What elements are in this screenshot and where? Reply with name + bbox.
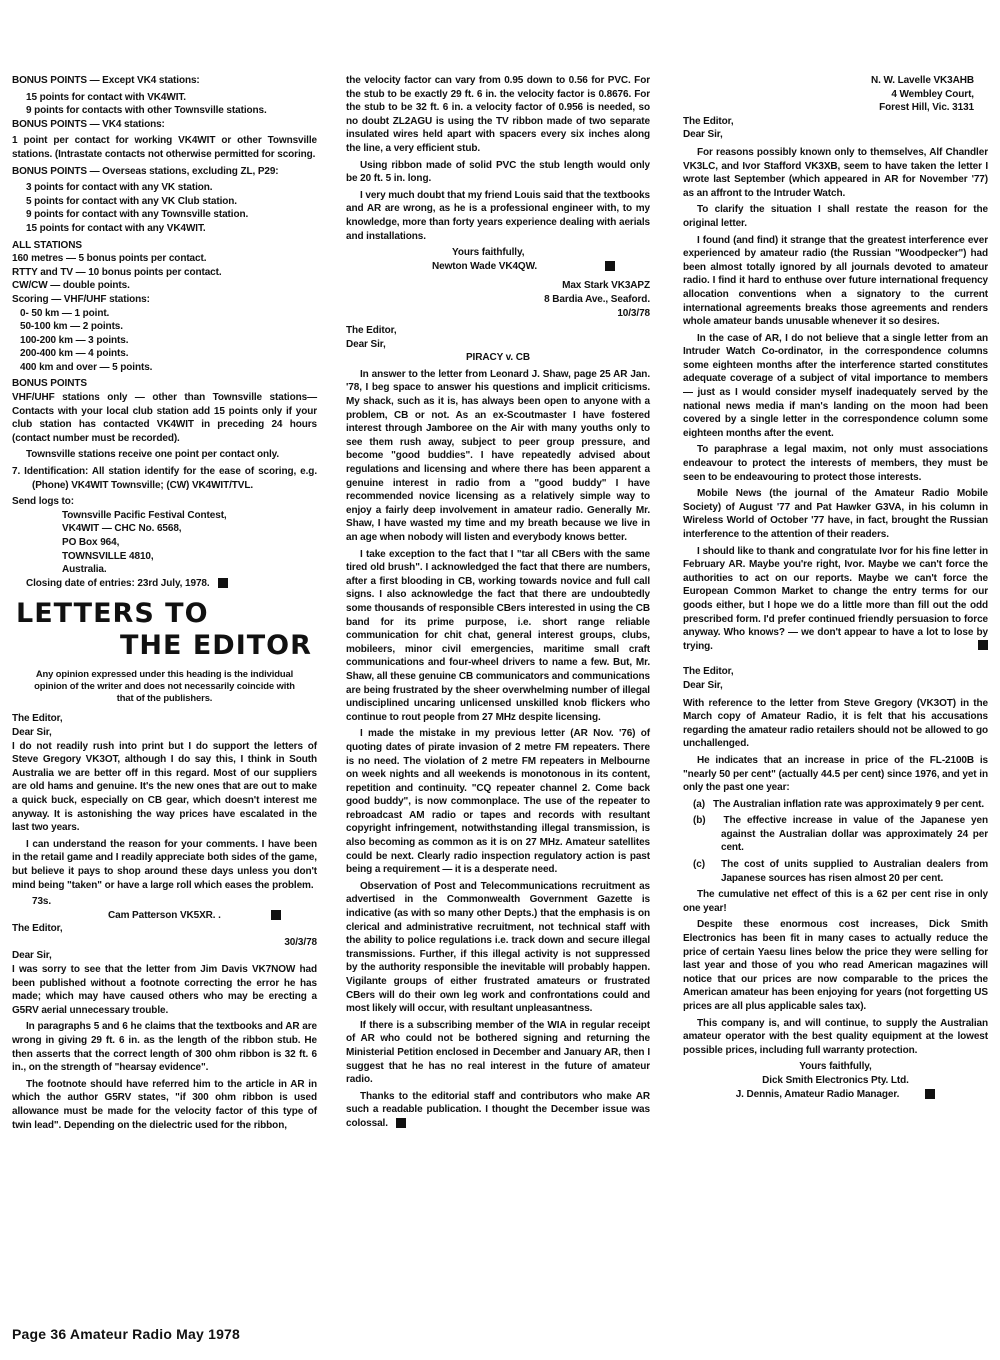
paragraph: In paragraphs 5 and 6 he claims that the textbooks and AR are wrong in giving 29 ft. 6 in. as the length of the ribbon stub. He then asserts that the correct length of 300 ohm ribbon is 32 ft. 6 in., on the strength of "hearsay evidence". bbox=[12, 1021, 317, 1074]
paragraph bbox=[683, 918, 988, 1013]
paragraph: I found (and find) it strange that the greatest interference ever experienced by amateur radio (the Russian "Woodpecker") had been almost totally ignored by all journals devoted to amateur radio. I find it hard to enthuse over future international frequency allocation conventions when a signatory to the current international agreements breaks those agreements and renders whole amateur bands unusable whenever it so desires. bbox=[683, 234, 988, 328]
address-line: PO Box 964, bbox=[62, 537, 120, 548]
column-left bbox=[12, 74, 317, 1135]
section-heading: BONUS POINTS bbox=[12, 165, 87, 177]
paragraph: To clarify the situation I shall restate the reason for the original letter. bbox=[683, 204, 988, 229]
list-item: 0- 50 km — 1 point. bbox=[20, 307, 110, 319]
paragraph-text: Thanks to the editorial staff and contributors who make AR such a readable publication. I thought the December issue was colossal. bbox=[346, 1090, 650, 1129]
end-mark-icon bbox=[218, 578, 228, 588]
signature-text: Newton Wade VK4QW. bbox=[432, 260, 538, 272]
emphasis-text: reduce bbox=[936, 933, 969, 945]
postal-address bbox=[12, 509, 317, 577]
salutation: The Editor, bbox=[683, 666, 734, 678]
heading-line: THE EDITOR bbox=[120, 630, 312, 662]
end-mark-icon bbox=[396, 1118, 406, 1128]
paragraph: I made the mistake in my previous letter (AR Nov. '76) of quoting dates of pirate invasion of 2 metre FM repeaters. There is no need. The violation of 2 metre FM repeaters in Melbourne on week nights and all weekends is monotonous in its content, repetition and continuity. "CQ repeater channel 2. Come back good buddy", is now commonplace. The use of the repeater to rebroadcast AM radio or tapes and records with resultant copyright infringement, notwithstanding illegal transmission, is also becoming as common as it is on 27 MHz. Amateur satellites could be next. Clearly radio inspection regulatory action is past being a requirement — it is a desperate need. bbox=[346, 728, 650, 876]
page-footer: Page 36 Amateur Radio May 1978 bbox=[12, 1326, 241, 1342]
paragraph: For reasons possibly known only to themselves, Alf Chandler VK3LC, and Ivor Stafford VK3XB, seem to have taken the letter I wrote last September (which appeared in AR for November '77) as an affront to the Intruder Watch. bbox=[683, 146, 988, 199]
all-stations-block bbox=[12, 239, 317, 307]
column-right bbox=[683, 74, 988, 1101]
closing-phrase: Yours faithfully, bbox=[799, 1061, 872, 1073]
list-item: 15 points for contact with VK4WIT. bbox=[26, 91, 186, 103]
bonus-block-2 bbox=[12, 118, 317, 132]
address-line: 10/3/78 bbox=[617, 307, 650, 319]
paragraph: This company is, and will continue, to supply the Australian amateur operator with the best quality equipment at the lowest possible prices, including full warranty protection. bbox=[683, 1017, 988, 1056]
signature bbox=[12, 909, 317, 923]
list-item: 3 points for contact with any VK station. bbox=[26, 182, 213, 194]
paragraph: I do not readily rush into print but I do support the letters of Steve Gregory VK3OT, although I do say this, I think in South Australia we are better off in this regard. Most of our suppliers are old hams and genuine. It's the new ones that are out to make a quick buck, especially on CB gear, which doesn't interest me anyway. It is astonishing the way prices have escalated in the last two years. bbox=[12, 740, 317, 834]
send-logs-label: Send logs to: bbox=[12, 496, 75, 508]
list-item: 15 points for contact with any VK4WIT. bbox=[26, 222, 206, 234]
section-text: — VK4 stations: bbox=[86, 118, 165, 130]
section-heading: BONUS POINTS bbox=[12, 118, 87, 130]
paragraph: To paraphrase a legal maxim, not only must associations endeavour to protect the interests of members, they must be seen to be endeavouring to protect those interests. bbox=[683, 444, 988, 483]
signature-text: J. Dennis, Amateur Radio Manager. bbox=[735, 1088, 900, 1100]
list-item bbox=[693, 858, 988, 885]
reasons-list bbox=[683, 798, 988, 886]
address-line: Australia. bbox=[62, 564, 107, 576]
end-mark-icon bbox=[271, 910, 281, 920]
paragraph-text: Despite these enormous cost increases, Dick Smith Electronics has been fit in many cases to actually bbox=[683, 919, 988, 945]
list-text: The cost of units supplied to Australian dealers from Japanese sources has risen almost 20 per cent. bbox=[721, 859, 988, 884]
paragraph: I was sorry to see that the letter from Jim Davis VK7NOW had been published without a footnote correcting the error he has made; which may have caused others who may be erecting a G5RV aerial unnecessary trouble. bbox=[12, 964, 317, 1016]
bonus-list-1 bbox=[12, 91, 317, 118]
paragraph-text: the price of certain Yaesu lines below the price they were selling for last year and those of you who read American magazines will notice that our prices are now comparable to the prices the American amateur has been enjoying for years (not forgetting US prices are all plus applicable sales tax). bbox=[683, 933, 988, 1012]
paragraph: In the case of AR, I do not believe that a single letter from an Intruder Watch Co-ordinator, in the correspondence columns some eighteen months after the interference started constitutes adequate coverage of a subject of vital importance to members — just as I would consider myself inadequately served by the national news media if man's landing on the moon had been covered by a single letter in the correspondence column some eighteen months after the event. bbox=[683, 332, 988, 439]
company-name: Dick Smith Electronics Pty. Ltd. bbox=[762, 1074, 909, 1086]
sender-address bbox=[683, 74, 988, 115]
scoring-list bbox=[12, 307, 317, 375]
list-item: 100-200 km — 3 points. bbox=[20, 334, 129, 346]
list-item: Scoring — VHF/UHF stations: bbox=[12, 293, 150, 305]
address-line: TOWNSVILLE 4810, bbox=[62, 550, 154, 562]
list-item bbox=[693, 798, 988, 812]
heading-line: LETTERS TO bbox=[16, 598, 209, 630]
column-middle bbox=[346, 74, 650, 1134]
paragraph: Townsville stations receive one point per contact only. bbox=[26, 449, 280, 461]
section-text: — Overseas stations, excluding ZL, P29: bbox=[86, 165, 279, 177]
salutation: The Editor, bbox=[12, 713, 63, 725]
section-heading: BONUS POINTS bbox=[12, 378, 87, 390]
end-mark-icon bbox=[978, 640, 988, 650]
paragraph: Observation of Post and Telecommunications recruitment as advertised in the Commonwealth Government Gazette is indicative (as with so many other Depts.) that the emphasis is on clerical and administrative recruitment, not technical staff with the ability to police regulations i.e. track down and secure illegal transmissions. Further, if this illegal activity is not suppressed by the authority responsible the inevitable will probably happen. Vigilante groups of either frustrated amateurs or frustrated CBers will do their own leg work and confrontations could and most likely will occur, with resultant unpleasantness. bbox=[346, 880, 650, 1015]
paragraph bbox=[683, 545, 988, 654]
address-line: N. W. Lavelle VK3AHB bbox=[870, 75, 974, 86]
disclaimer: Any opinion expressed under this heading is the individual opinion of the writer and does not necessarily coincide with that of the publishers. bbox=[34, 668, 295, 704]
address-line: Townsville Pacific Festival Contest, bbox=[62, 509, 227, 521]
paragraph: 7. Identification: All station identify for the ease of scoring, e.g. (Phone) VK4WIT Townsville; (CW) VK4WIT/TVL. bbox=[12, 466, 317, 491]
list-item: 9 points for contact with any Townsville station. bbox=[26, 209, 249, 221]
salutation: Dear Sir, bbox=[683, 129, 723, 141]
salutation: Dear Sir, bbox=[12, 726, 52, 738]
list-item: 400 km and over — 5 points. bbox=[20, 361, 153, 373]
paragraph: VHF/UHF stations only — other than Townsville stations— Contacts with your local club station add 15 points only if your club station has contacted VK4WIT in preceding 24 hours (contact number must be recorded). bbox=[12, 392, 317, 444]
address-line: 8 Bardia Ave., Seaford. bbox=[544, 293, 650, 305]
signature-block bbox=[683, 1060, 988, 1101]
salutation: Dear Sir, bbox=[346, 338, 386, 350]
paragraph: 1 point per contact for working VK4WIT or other Townsville stations. (Intrastate contacts not otherwise permitted for scoring. bbox=[12, 135, 317, 160]
paragraph: I very much doubt that my friend Louis said that the textbooks and AR are wrong, as he is a professional engineer with, to my knowledge, more than forty years experience dealing with aerials and installations. bbox=[346, 189, 650, 242]
paragraph: I can understand the reason for your comments. I have been in the retail game and I readily appreciate both sides of the game, but believe it pays to shop around these days unless you don't mind being "taken" or have a large roll which eases the problem. bbox=[12, 838, 317, 891]
bonus-list-3 bbox=[12, 181, 317, 235]
paragraph: The cumulative net effect of this is a 62 per cent rise in only one year! bbox=[683, 889, 988, 914]
letter-heading: PIRACY v. CB bbox=[465, 352, 530, 364]
paragraph: Using ribbon made of solid PVC the stub length would only be 20 ft. 5 in. long. bbox=[346, 159, 650, 185]
sender-address bbox=[346, 279, 650, 320]
address-line: VK4WIT — CHC No. 6568, bbox=[62, 523, 182, 535]
paragraph: the velocity factor can vary from 0.95 down to 0.56 for PVC. For the stub to be exactly 29 ft. 6 in. the velocity factor is 0.8676. For the stub to be 32 ft. 6 in. a velocity factor of 0.956 is needed, so no doubt ZL2AGU is using the TV ribbon made of two separate insulated wires held apart with spacers every six inches along the line, a very efficient stub. bbox=[346, 75, 650, 154]
list-item bbox=[693, 814, 988, 855]
salutation: Dear Sir, bbox=[12, 950, 52, 962]
bonus-block-3 bbox=[12, 165, 317, 179]
list-item: CW/CW — double points. bbox=[12, 280, 130, 292]
letters-heading bbox=[12, 598, 317, 662]
signature-text: Cam Patterson VK5XR. . bbox=[108, 909, 221, 921]
list-marker: (c) bbox=[693, 859, 705, 871]
paragraph: Mobile News (the journal of the Amateur Radio Mobile Society) of August '77 and Pat Hawker G3VA, in his column in Wireless World of October '77 have, in fact, brought the Russian interference to the attention of their readers. bbox=[683, 488, 988, 540]
letter-date: 30/3/78 bbox=[284, 936, 317, 948]
end-mark-icon bbox=[605, 261, 615, 271]
end-mark-icon bbox=[925, 1089, 935, 1099]
list-item: RTTY and TV — 10 bonus points per contact. bbox=[12, 266, 222, 278]
section-heading: BONUS POINTS bbox=[12, 75, 87, 86]
section-heading: ALL STATIONS bbox=[12, 239, 82, 251]
list-text: The Australian inflation rate was approximately 9 per cent. bbox=[712, 798, 984, 810]
closing-text: Closing date of entries: 23rd July, 1978. bbox=[26, 577, 210, 589]
list-item: 9 points for contacts with other Townsville stations. bbox=[26, 105, 267, 117]
paragraph: In answer to the letter from Leonard J. Shaw, page 25 AR Jan. '78, I beg space to answer his questions and implicit criticisms. My shack, such as it is, has always been open to anyone with a problem, CB or not. As an ex-Scoutmaster I have fostered interest through Jamboree on the Air with many youths only to see them rush away, subject to peer group pressure, and become "good buddies". I have repeatedly advised about regulations and licensing and where there has been apparent a genuine interest in radio from a "good buddy" I have recommended novice licensing as a relatively simple way to enjoy a fairly deep involvement in amateur radio. Generally Mr. Shaw, I have wasted my time and my breath because we live in an age when nobody will listen and everybody knows better. bbox=[346, 368, 650, 543]
closing-phrase: Yours faithfully, bbox=[452, 247, 525, 259]
closing-date bbox=[12, 577, 317, 591]
bonus-block-1 bbox=[12, 74, 317, 88]
list-marker: (a) bbox=[693, 798, 705, 810]
paragraph: With reference to the letter from Steve Gregory (VK3OT) in the March copy of Amateur Radio, it is felt that his accusations regarding the amateur radio retailers should not be allowed to go unchallenged. bbox=[683, 697, 988, 750]
list-item: 160 metres — 5 bonus points per contact. bbox=[12, 253, 207, 265]
salutation: The Editor, bbox=[346, 325, 397, 337]
list-item: 200-400 km — 4 points. bbox=[20, 348, 129, 360]
paragraph: The footnote should have referred him to the article in AR in which the author G5RV states, "if 300 ohm ribbon is used allowance must be made for the velocity factor of this type of twin lead". Depending on the dielectric used for the ribbon, bbox=[12, 1078, 317, 1131]
paragraph-text: I should like to thank and congratulate Ivor for his fine letter in February AR. Maybe you're right, Ivor. Maybe we can't force the authorities to act on our reports. Maybe we can't force the European Common Market to change the entry terms for our goods either, but I hope we do a little more than fill out the odd prescribed form. I'd prefer continued friendly persuasion to force anyway. Who knows? — we don't appear to have a lot to lose by trying. bbox=[683, 545, 988, 652]
list-marker: (b) bbox=[693, 815, 706, 827]
signature bbox=[683, 1088, 988, 1102]
section-text: — Except VK4 stations: bbox=[86, 75, 200, 86]
paragraph: He indicates that an increase in price of the FL-2100B is "nearly 50 per cent" (actually 44.5 per cent) since 1976, and yet in only the past one year: bbox=[683, 754, 988, 794]
address-line: Forest Hill, Vic. 3131 bbox=[879, 102, 974, 114]
list-text: The effective increase in value of the Japanese yen against the Australian dollar was approximately 24 per cent. bbox=[721, 815, 988, 854]
paragraph bbox=[346, 1090, 650, 1131]
salutation: Dear Sir, bbox=[683, 679, 723, 691]
address-line: 4 Wembley Court, bbox=[891, 88, 974, 100]
paragraph: If there is a subscribing member of the WIA in regular receipt of AR who could not be bothered signing and returning the Ministerial Petition enclosed in December and January AR, then I suggest that he has no real interest in the future of amateur radio. bbox=[346, 1019, 650, 1086]
salutation: The Editor, bbox=[683, 115, 734, 127]
salutation: The Editor, bbox=[12, 923, 63, 935]
list-item: 5 points for contact with any VK Club station. bbox=[26, 195, 237, 207]
closing-phrase: 73s. bbox=[32, 896, 52, 908]
signature bbox=[346, 260, 650, 274]
paragraph: I take exception to the fact that I "tar all CBers with the same tired old brush". I acknowledged the fact that there are numbers, after a first blooding in CB, working towards novice and full call signs. I also acknowledge the fact that there are undoubtedly some thousands of responsible CBers interested in using the CB band for its prime purpose, i.e. short range reliable communication for chit chat, general interest groups, clubs, mobileers, minor civil emergencies, maritime small craft communications and four-wheel drivers to name a few. But, Mr. Shaw, all these genuine CB communicators and communications are being frustrated by the sheer overwhelming number of illegal undisciplined uncaring unlicensed unskilled knob flickers who continue to rout people from 27 MHz despite licensing. bbox=[346, 548, 650, 723]
address-line: Max Stark VK3APZ bbox=[562, 280, 650, 292]
list-item: 50-100 km — 2 points. bbox=[20, 321, 123, 333]
